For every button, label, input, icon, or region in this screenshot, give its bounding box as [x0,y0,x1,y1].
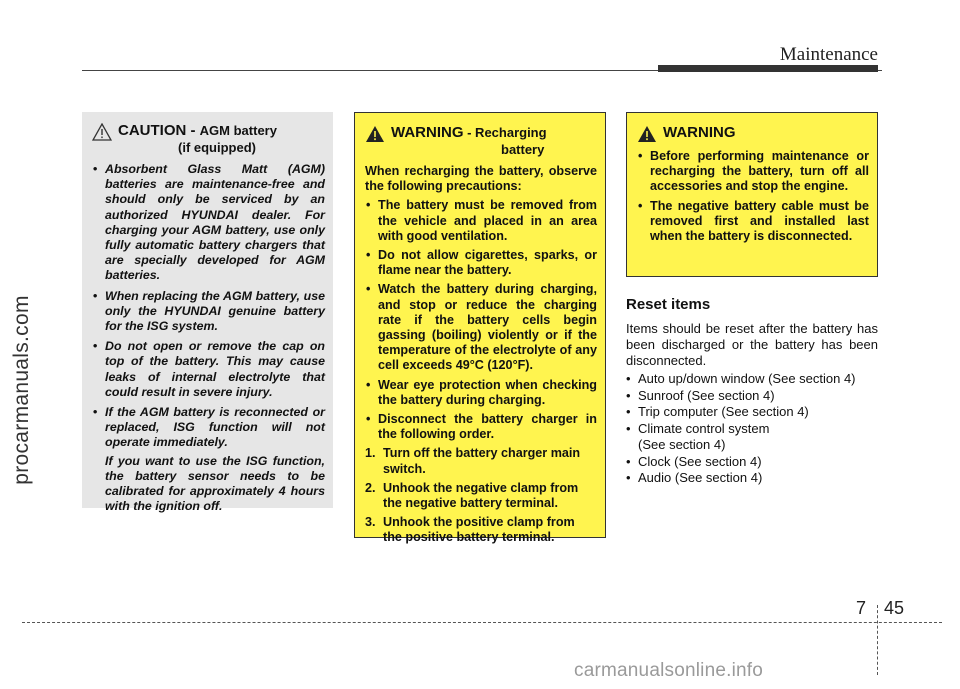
reset-body: Items should be reset after the battery has been discharged or the battery has been disconnected. [626,321,878,368]
reset-item: • Auto up/down window (See section 4) [626,371,878,388]
warning-recharging-list [365,198,597,442]
warning-item: • Watch the battery during charging, and stop or reduce the charging rate if the battery cells begin gassing (boiling) violently or if the temperature of the electrolyte of any cell exceeds 49°C (120°F). [365,282,597,373]
disconnect-step [365,446,597,476]
chapter-number: 7 [856,598,867,618]
step-text: Unhook the positive clamp from the positive battery terminal. [383,515,575,545]
caution-title-sub2: (if equipped) [178,140,256,155]
footer-watermark: carmanualsonline.info [574,660,764,681]
warning-recharging-title [365,124,597,158]
caution-item: • Do not open or remove the cap on top of the battery. This may cause leaks of internal electrolyte that could result in severe injury. [92,339,325,400]
reset-item-text: Climate control system [638,420,770,436]
reset-item [626,421,878,454]
step-number: 2. [365,480,376,495]
caution-list [92,162,325,451]
warning-triangle-icon [365,125,385,143]
section-title: Maintenance [779,44,878,65]
reset-item-note: (See section 4) [638,437,726,452]
warning-item: • Before performing maintenance or recharging the battery, turn off all accessories and stop the engine. [637,149,869,195]
disconnect-steps [365,446,597,545]
header-rule-accent [658,65,878,72]
warning-item: • Wear eye protection when checking the battery during charging. [365,378,597,408]
side-watermark: procarmanuals.com [10,295,33,485]
warning-recharging-title-sub2: battery [501,142,545,157]
reset-item: • Audio (See section 4) [626,470,878,487]
step-text: Turn off the battery charger main switch. [383,446,581,476]
step-number: 3. [365,515,376,530]
warning-recharging-box [354,112,606,545]
caution-triangle-icon [92,123,112,141]
caution-item: • If the AGM battery is reconnected or replaced, ISG function will not operate immediately. [92,405,325,451]
reset-list [626,371,878,487]
reset-item: • Clock (See section 4) [626,454,878,471]
step-number: 1. [365,446,376,461]
reset-item: • Sunroof (See section 4) [626,388,878,405]
warning-general-title-main: WARNING [663,124,736,141]
caution-box [82,112,333,514]
warning-recharging-title-sub: - Recharging [463,125,547,140]
reset-items-section [626,296,878,487]
disconnect-step [365,515,597,545]
step-text: Unhook the negative clamp from the negative battery terminal. [383,480,579,511]
reset-heading: Reset items [626,296,711,313]
footer-divider [877,605,878,675]
page-number: 45 [884,598,905,618]
warning-item: • The battery must be removed from the vehicle and placed in an area with good ventilation. [365,198,597,244]
warning-general-list [637,149,869,244]
warning-general-box [626,112,878,277]
caution-title-sub: AGM battery [199,123,277,138]
caution-item: • When replacing the AGM battery, use only the HYUNDAI genuine battery for the ISG system. [92,289,325,335]
caution-continuation: If you want to use the ISG function, the battery sensor needs to be calibrated for approximately 4 hours with the ignition off. [105,453,325,514]
disconnect-step [365,481,597,511]
warning-item: • Do not allow cigarettes, sparks, or flame near the battery. [365,248,597,278]
warning-triangle-icon [637,125,657,143]
footer-rule [22,622,942,623]
reset-item: • Trip computer (See section 4) [626,404,878,421]
caution-title [92,122,325,156]
caution-title-main: CAUTION - [118,122,200,139]
warning-general-title [637,124,869,143]
warning-recharging-intro: When recharging the battery, observe the following precautions: [365,164,597,194]
warning-item: • The negative battery cable must be removed first and installed last when the battery is disconnected. [637,199,869,245]
warning-item: • Disconnect the battery charger in the following order. [365,412,597,442]
caution-item: • Absorbent Glass Matt (AGM) batteries are maintenance-free and should only be serviced by an authorized HYUNDAI dealer. For charging your AGM battery, use only fully automatic battery chargers that are specially developed for AGM batteries. [92,162,325,284]
warning-recharging-title-main: WARNING [391,124,464,141]
